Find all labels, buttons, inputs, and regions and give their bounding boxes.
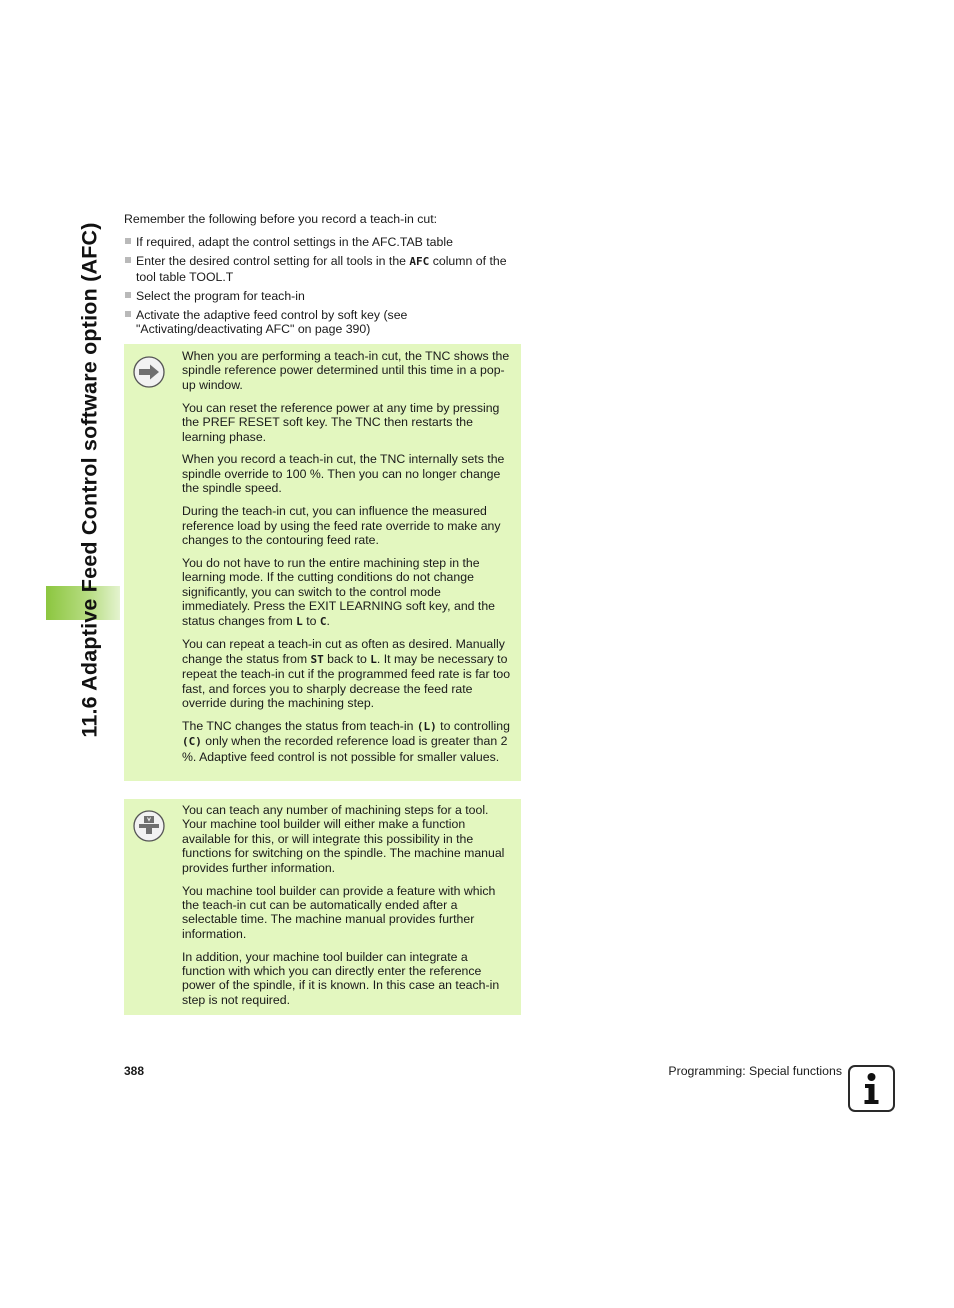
code-term: AFC xyxy=(409,255,430,269)
bullet-square-icon xyxy=(125,311,131,317)
note-text-run: to controlling xyxy=(436,718,510,733)
note-paragraph: During the teach-in cut, you can influence the measured reference load by using the feed rate override to make any changes to the contouring feed rate. xyxy=(182,504,501,547)
bullet-text: If required, adapt the control settings in the AFC.TAB table xyxy=(136,235,453,250)
page-number: 388 xyxy=(124,1064,145,1078)
note-box-machine xyxy=(124,799,521,1015)
info-icon xyxy=(848,1065,895,1112)
note-paragraph: You can reset the reference power at any time by pressing the PREF RESET soft key. The TNC then restarts the learning phase. xyxy=(182,400,500,444)
intro-text: Remember the following before you record a teach-in cut: xyxy=(124,212,438,226)
status-code: L xyxy=(296,614,303,628)
note-text-run: back to xyxy=(323,651,371,666)
section-side-title: 11.6 Adaptive Feed Control software option (AFC) xyxy=(77,222,102,738)
bullet-text: Activate the adaptive feed control by soft key (see "Activating/deactivating AFC" on page 390) xyxy=(136,307,408,336)
main-content xyxy=(124,212,521,341)
bullet-square-icon xyxy=(125,238,131,244)
note-text-run: only when the recorded reference load is greater than 2 %. Adaptive feed control is not possible for smaller values. xyxy=(182,734,508,764)
note-text-run: You do not have to run the entire machining step in the learning mode. If the cutting conditions do not change significantly, you can switch to the control mode immediately. Press the EXIT LEARNING soft key, and the status changes from xyxy=(182,555,496,628)
note-paragraph: When you are performing a teach-in cut, the TNC shows the spindle reference power determined until this time in a pop-up window. xyxy=(182,349,510,392)
list-item xyxy=(124,235,521,249)
note-text-run: The TNC changes the status from teach-in xyxy=(182,718,417,733)
note-text-run: You can repeat a teach-in cut as often as desired. Manually change the status from xyxy=(182,637,505,666)
list-item xyxy=(124,289,521,303)
note-paragraph: You can teach any number of machining steps for a tool. Your machine tool builder will either make a function available for this, or will integrate this possibility in the functions for switching on the spindle. The machine manual provides further information. xyxy=(182,803,505,875)
note-box-info xyxy=(124,344,521,781)
machine-icon xyxy=(133,810,165,842)
status-code: C xyxy=(319,614,327,628)
bullet-text: Enter the desired control setting for all tools in the xyxy=(136,254,410,269)
bullet-text: column of the tool table TOOL.T xyxy=(136,254,507,284)
arrow-right-icon xyxy=(133,356,165,388)
note-text-run: . It may be necessary to repeat the teach-in cut if the programmed feed rate is far too fast, and forces you to sharply decrease the feed rate override during the machining step. xyxy=(182,651,511,711)
note-paragraph: In addition, your machine tool builder can integrate a function with which you can directly enter the reference power of the spindle, if it is known. In this case an teach-in step is not required. xyxy=(182,949,500,1007)
list-item xyxy=(124,254,521,284)
note-paragraph xyxy=(182,556,512,629)
note-paragraph: When you record a teach-in cut, the TNC internally sets the spindle override to 100 %. Then you can no longer change the spindle speed. xyxy=(182,452,505,496)
bullet-list xyxy=(124,235,521,336)
list-item xyxy=(124,308,521,337)
note-text xyxy=(182,349,512,773)
note-paragraph: You machine tool builder can provide a feature with which the teach-in cut can be automatically ended after a selectable time. The machine manual provides further information. xyxy=(182,883,496,941)
status-code: L xyxy=(370,652,377,666)
status-code: (L) xyxy=(416,719,437,733)
note-paragraph xyxy=(182,719,512,764)
status-code: ST xyxy=(310,652,324,666)
note-paragraph xyxy=(182,637,512,710)
bullet-text: Select the program for teach-in xyxy=(136,288,305,303)
bullet-square-icon xyxy=(125,257,131,263)
bullet-square-icon xyxy=(125,292,131,298)
chapter-name: Programming: Special functions xyxy=(668,1064,842,1078)
note-text xyxy=(182,803,512,1016)
note-text-run: . xyxy=(326,613,330,628)
status-code: (C) xyxy=(182,735,202,749)
note-text-run: to xyxy=(302,613,320,628)
